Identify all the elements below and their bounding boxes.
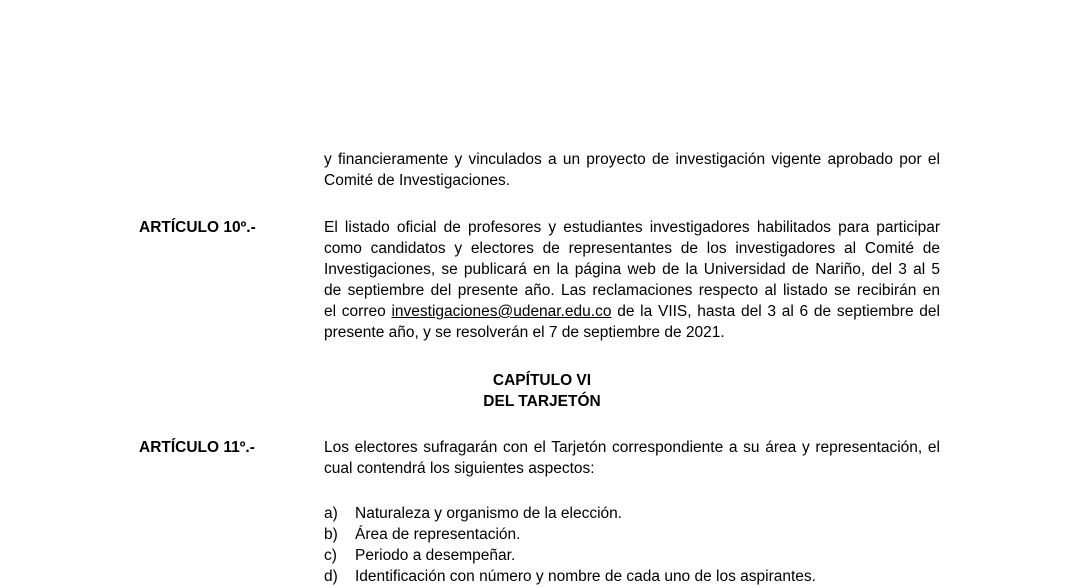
list-item: [324, 545, 940, 566]
article-10-line-4: de septiembre del presente año. Las reclamaciones respecto al listado se recibirán en: [324, 282, 940, 299]
article-10-line-3: Investigaciones, se publicará en la página web de la Universidad de Nariño, del 3 al 5: [324, 261, 940, 278]
article-11-line-1: Los electores sufragarán con el Tarjetón correspondiente a su área y representación, el: [324, 439, 940, 456]
list-item-text: Periodo a desempeñar.: [355, 547, 516, 564]
list-item: [324, 503, 940, 524]
intro-line-2: Comité de Investigaciones.: [324, 172, 511, 189]
article-11-line-2: cual contendrá los siguientes aspectos:: [324, 460, 595, 477]
article-10-line-1: El listado oficial de profesores y estudiantes investigadores habilitados para participar: [324, 219, 940, 236]
email-prefix-text: el correo: [324, 303, 392, 320]
list-item: [324, 524, 940, 545]
list-item: [324, 566, 940, 587]
chapter-number: CAPÍTULO VI: [492, 372, 592, 389]
article-10-label: ARTÍCULO 10º.-: [139, 219, 256, 236]
list-item-text: Identificación con número y nombre de cada uno de los aspirantes.: [355, 568, 816, 585]
intro-paragraph: [324, 149, 940, 191]
article-10-line-5: [324, 301, 940, 322]
list-marker: c): [324, 547, 337, 564]
article-10-line-2: como candidatos y electores de representantes de los investigadores al Comité de: [324, 240, 940, 257]
article-10-line-6: presente año, y se resolverán el 7 de septiembre de 2021.: [324, 324, 725, 341]
list-item-text: Naturaleza y organismo de la elección.: [355, 505, 623, 522]
email-link[interactable]: investigaciones@udenar.edu.co: [391, 303, 612, 320]
article-10-paragraph: [324, 217, 940, 343]
list-item-text: Área de representación.: [355, 526, 521, 543]
list-marker: a): [324, 505, 338, 522]
chapter-title: DEL TARJETÓN: [483, 393, 601, 410]
list-marker: b): [324, 526, 338, 543]
article-11-paragraph: [324, 437, 940, 479]
chapter-heading: [324, 370, 760, 412]
article-11-label: ARTÍCULO 11º.-: [139, 439, 255, 456]
intro-line-1: y financieramente y vinculados a un proyecto de investigación vigente aprobado por el: [324, 151, 940, 168]
list-marker: d): [324, 568, 338, 585]
email-suffix-text: de la VIIS, hasta del 3 al 6 de septiembre del: [611, 303, 940, 320]
article-11-list: [324, 503, 940, 587]
